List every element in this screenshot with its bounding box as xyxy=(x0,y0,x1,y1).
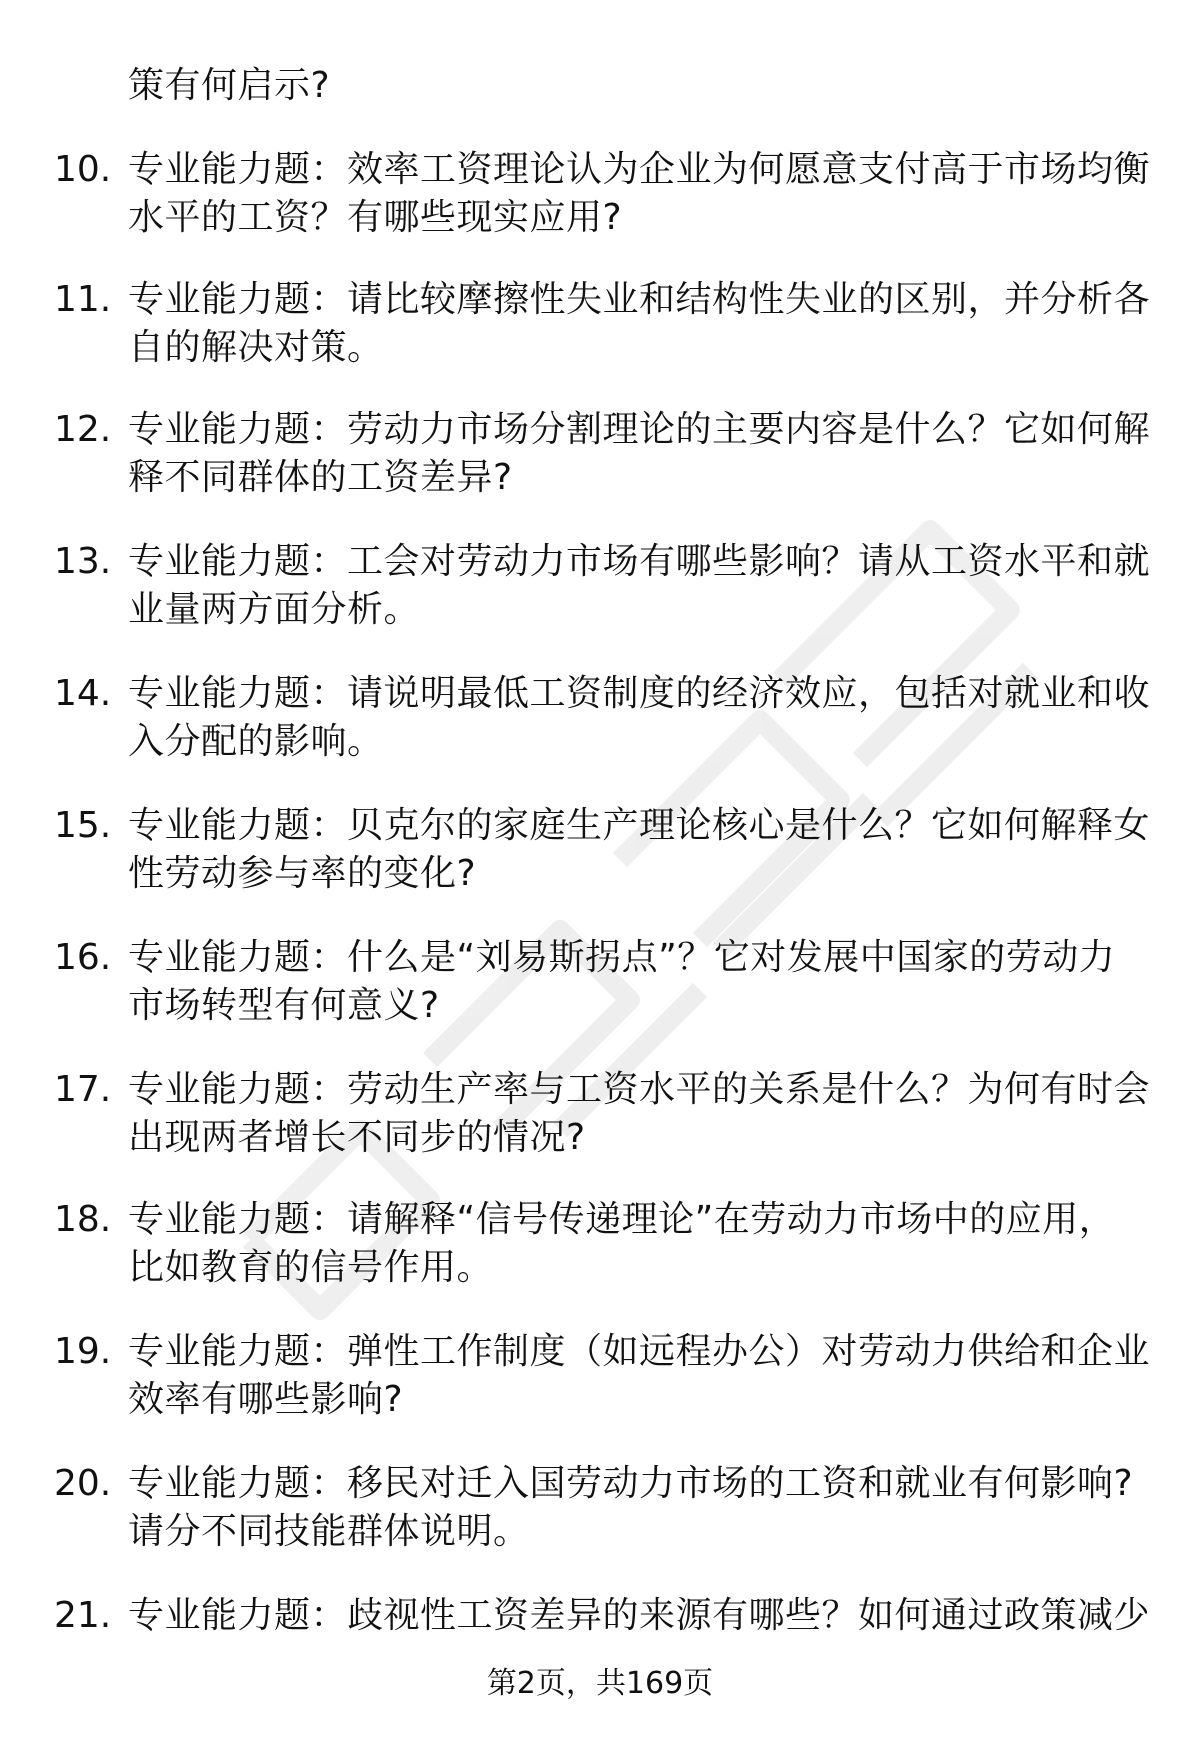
item-text: 比如教育的信号作用。 xyxy=(128,1247,494,1288)
item-text: 专业能力题：请解释“信号传递理论”在劳动力市场中的应用， xyxy=(128,1199,1116,1240)
item-text: 专业能力题：贝克尔的家庭生产理论核心是什么？它如何解释女 xyxy=(128,805,1151,846)
item-text: 专业能力题：弹性工作制度（如远程办公）对劳动力供给和企业 xyxy=(128,1331,1151,1372)
item-text: 入分配的影响。 xyxy=(128,721,384,762)
item-text: 业量两方面分析。 xyxy=(128,589,421,630)
continued-item-text: 策有何启示? xyxy=(128,65,331,106)
item-number: 18. xyxy=(54,1199,112,1240)
item-text: 请分不同技能群体说明。 xyxy=(128,1511,530,1552)
item-text: 专业能力题：劳动生产率与工资水平的关系是什么？为何有时会 xyxy=(128,1069,1151,1110)
item-text: 专业能力题：请说明最低工资制度的经济效应，包括对就业和收 xyxy=(128,673,1151,714)
item-number: 16. xyxy=(54,937,112,978)
item-text: 专业能力题：请比较摩擦性失业和结构性失业的区别，并分析各 xyxy=(128,279,1151,320)
item-number: 20. xyxy=(54,1463,112,1504)
item-text: 自的解决对策。 xyxy=(128,327,384,368)
item-number: 17. xyxy=(54,1069,112,1110)
item-text: 专业能力题：效率工资理论认为企业为何愿意支付高于市场均衡 xyxy=(128,149,1151,190)
item-text: 专业能力题：歧视性工资差异的来源有哪些？如何通过政策减少 xyxy=(128,1595,1151,1636)
item-text: 专业能力题：劳动力市场分割理论的主要内容是什么？它如何解 xyxy=(128,409,1151,450)
item-text: 专业能力题：工会对劳动力市场有哪些影响？请从工资水平和就 xyxy=(128,541,1151,582)
item-text: 市场转型有何意义? xyxy=(128,985,440,1026)
page-number-footer: 第2页，共169页 xyxy=(486,1666,714,1701)
item-text: 专业能力题：什么是“刘易斯拐点”？它对发展中国家的劳动力 xyxy=(128,937,1116,978)
item-text: 释不同群体的工资差异? xyxy=(128,457,513,498)
item-number: 14. xyxy=(54,673,112,714)
item-text: 专业能力题：移民对迁入国劳动力市场的工资和就业有何影响? xyxy=(128,1463,1134,1504)
item-text: 出现两者增长不同步的情况? xyxy=(128,1117,586,1158)
item-text: 水平的工资？有哪些现实应用? xyxy=(128,197,623,238)
item-number: 11. xyxy=(54,279,112,320)
item-number: 13. xyxy=(54,541,112,582)
item-number: 15. xyxy=(54,805,112,846)
item-number: 19. xyxy=(54,1331,112,1372)
item-number: 10. xyxy=(54,149,112,190)
item-number: 21. xyxy=(54,1595,112,1636)
item-text: 效率有哪些影响? xyxy=(128,1379,404,1420)
item-text: 性劳动参与率的变化? xyxy=(128,853,477,894)
item-number: 12. xyxy=(54,409,112,450)
